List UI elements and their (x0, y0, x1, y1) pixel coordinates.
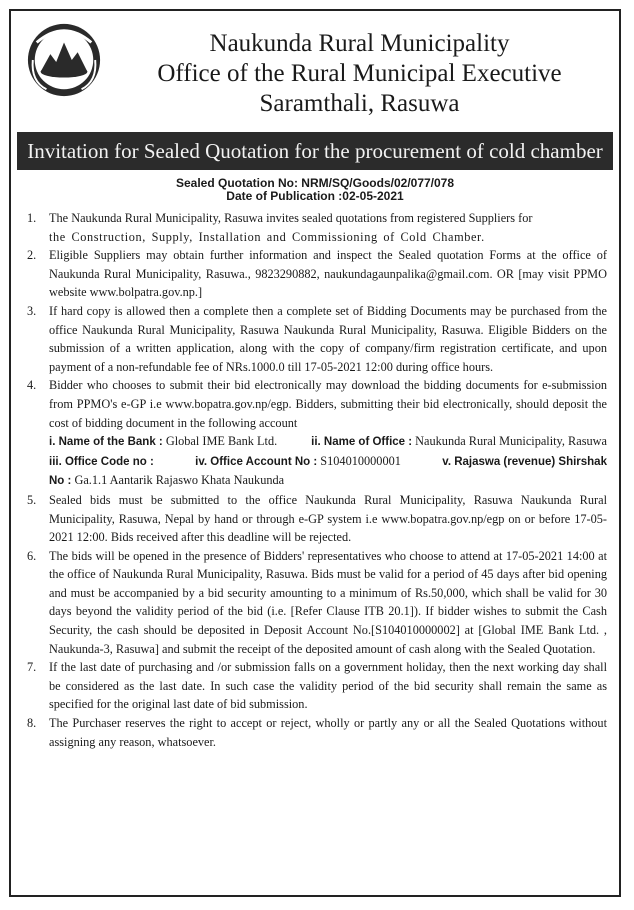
office-name-value: Naukunda Rural Municipality, Rasuwa (415, 434, 607, 449)
clause-text: Eligible Suppliers may obtain further information and inspect the Sealed quotation Forms at the office of Naukunda Rural Municipality, Rasuwa., 9823290882, naukundagaunpalika@gmail.com. OR [may visit PPMO website www.bolpatra.gov.np.] (49, 248, 607, 300)
notice-header (11, 11, 619, 126)
clause-8 (21, 714, 607, 751)
clause-text: The Naukunda Rural Municipality, Rasuwa invites sealed quotations from registered Suppliers for (49, 211, 533, 225)
rajaswa-value: Ga.1.1 Aantarik Rajaswo Khata Naukunda (74, 473, 285, 488)
clause-number: 7. (27, 660, 37, 675)
office-name-label: ii. Name of Office : (311, 436, 413, 449)
clause-number: 8. (27, 716, 37, 731)
bank-name-value: Global IME Bank Ltd. (165, 434, 278, 449)
clause-text-continued: the Construction, Supply, Installation and Commissioning of Cold Chamber. (49, 229, 485, 244)
notice-page (9, 9, 621, 897)
office-name: Office of the Rural Municipal Executive (157, 60, 562, 87)
clause-number: 1. (27, 211, 37, 225)
office-account-label: iv. Office Account No : (195, 455, 318, 468)
clause-4 (21, 376, 607, 491)
clause-number: 5. (27, 492, 37, 507)
clause-number: 4. (27, 378, 37, 393)
clause-3 (21, 302, 607, 376)
clause-text: Sealed bids must be submitted to the office Naukunda Rural Municipality, Rasuwa Naukunda Rural Municipality, Rasuwa, Nepal by hand or through e-GP system i.e www.bopatra.gov.np/egp on or before 17-05-2021 12:00. Bids received after this deadline will be rejected. (49, 492, 607, 545)
clause-6 (21, 547, 607, 659)
clause-2 (21, 246, 607, 302)
clause-7 (21, 658, 607, 714)
clause-text: If hard copy is allowed then a complete then a complete set of Bidding Documents may be purchased from the office Naukunda Rural Municipality, Rasuwa Naukunda Rural Municipality, Rasuwa. Eligible Bidders on the submission of a written application, along with the copy of company/firm registration certificate, and upon payment of a non-refundable fee of NRs.1000.0 till 17-05-2021 12:00 during office hours. (49, 303, 607, 374)
clause-5 (21, 491, 607, 547)
publication-date: Date of Publication :02-05-2021 (226, 189, 404, 203)
clause-1 (21, 209, 607, 246)
nepal-government-emblem-icon (25, 21, 103, 99)
bank-details-line-2 (49, 452, 607, 472)
bank-details-line-3 (49, 471, 607, 491)
clause-text: If the last date of purchasing and /or submission falls on a government holiday, then the next working day shall be considered as the last date. In such case the validity period of the bid security shall remain the same as specified for the original last date of bid submission. (49, 660, 607, 712)
clause-number: 2. (27, 248, 37, 263)
notice-clauses (21, 209, 607, 751)
clause-text: Bidder who chooses to submit their bid electronically may download the bidding documents for e-submission from PPMO's e-GP i.e www.bopatra.gov.np/egp. Bidders, submitting their bid electronically, should deposit the cost of bidding document in the following account (49, 378, 607, 430)
municipality-name: Naukunda Rural Municipality (209, 30, 510, 57)
rajaswa-label-continued: No : (49, 475, 72, 488)
clause-number: 3. (27, 303, 37, 318)
rajaswa-label: v. Rajaswa (revenue) Shirshak (442, 455, 607, 468)
quotation-meta (11, 177, 619, 203)
office-location: Saramthali, Rasuwa (259, 90, 460, 117)
bank-details-line-1 (49, 432, 607, 452)
clause-text: The Purchaser reserves the right to accept or reject, wholly or partly any or all the Sealed Quotations without assigning any reason, whatsoever. (49, 716, 607, 749)
office-code-label: iii. Office Code no : (49, 455, 154, 468)
quotation-number: Sealed Quotation No: NRM/SQ/Goods/02/077/078 (175, 176, 455, 190)
bank-name-label: i. Name of the Bank : (49, 436, 163, 449)
notice-title-banner: Invitation for Sealed Quotation for the procurement of cold chamber (17, 132, 613, 170)
clause-text: The bids will be opened in the presence of Bidders' representatives who choose to attend at 17-05-2021 14:00 at the office of Naukunda Rural Municipality, Rasuwa. Bids must be valid for a period of 45 days after bid opening and must be accompanied by a bid security amounting to a minimum of Rs.50,000, which shall be valid for 30 days beyond the validity period of the bid (i.e. [Refer Clause ITB 20.1]). If bidder wishes to submit the Cash Security, the cash should be deposited in Deposit Account No.[S104010000002] at [Global IME Bank Ltd. , Naukunda-3, Rasuwa] and submit the receipt of the deposited amount of cash along with the Sealed Quotation. (49, 548, 607, 656)
clause-number: 6. (27, 548, 37, 563)
office-account-value: S104010000001 (320, 453, 401, 468)
